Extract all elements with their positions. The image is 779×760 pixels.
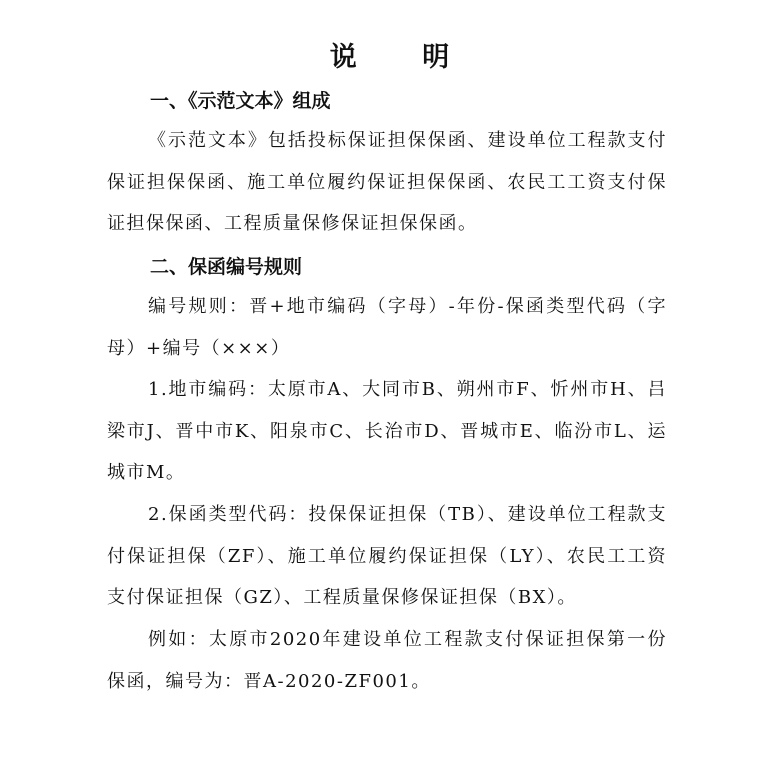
document-title: 说 明 (329, 42, 478, 73)
paragraph-composition: 《示范文本》包括投标保证担保保函、建设单位工程款支付保证担保保函、施工单位履约保证担保保函、农民工工资支付保证担保保函、工程质量保修保证担保保函。 (107, 130, 667, 234)
paragraph-numbering-rule: 编号规则：晋+地市编码（字母）-年份-保函类型代码（字母）+编号（×××） (107, 296, 667, 359)
section-heading-numbering-rules: 二、保函编号规则 (150, 256, 303, 278)
paragraph-guarantee-type-codes: 2.保函类型代码：投保保证担保（TB）、建设单位工程款支付保证担保（ZF）、施工单位履约保证担保（LY）、农民工工资支付保证担保（GZ）、工程质量保修保证担保（BX）。 (107, 504, 667, 608)
paragraph-city-codes: 1.地市编码：太原市A、大同市B、朔州市F、忻州市H、吕梁市J、晋中市K、阳泉市C、长治市D、晋城市E、临汾市L、运城市M。 (107, 379, 667, 483)
paragraph-example: 例如：太原市2020年建设单位工程款支付保证担保第一份保函，编号为：晋A-2020-ZF001。 (107, 629, 667, 692)
section-heading-composition: 一、《示范文本》组成 (150, 90, 331, 112)
